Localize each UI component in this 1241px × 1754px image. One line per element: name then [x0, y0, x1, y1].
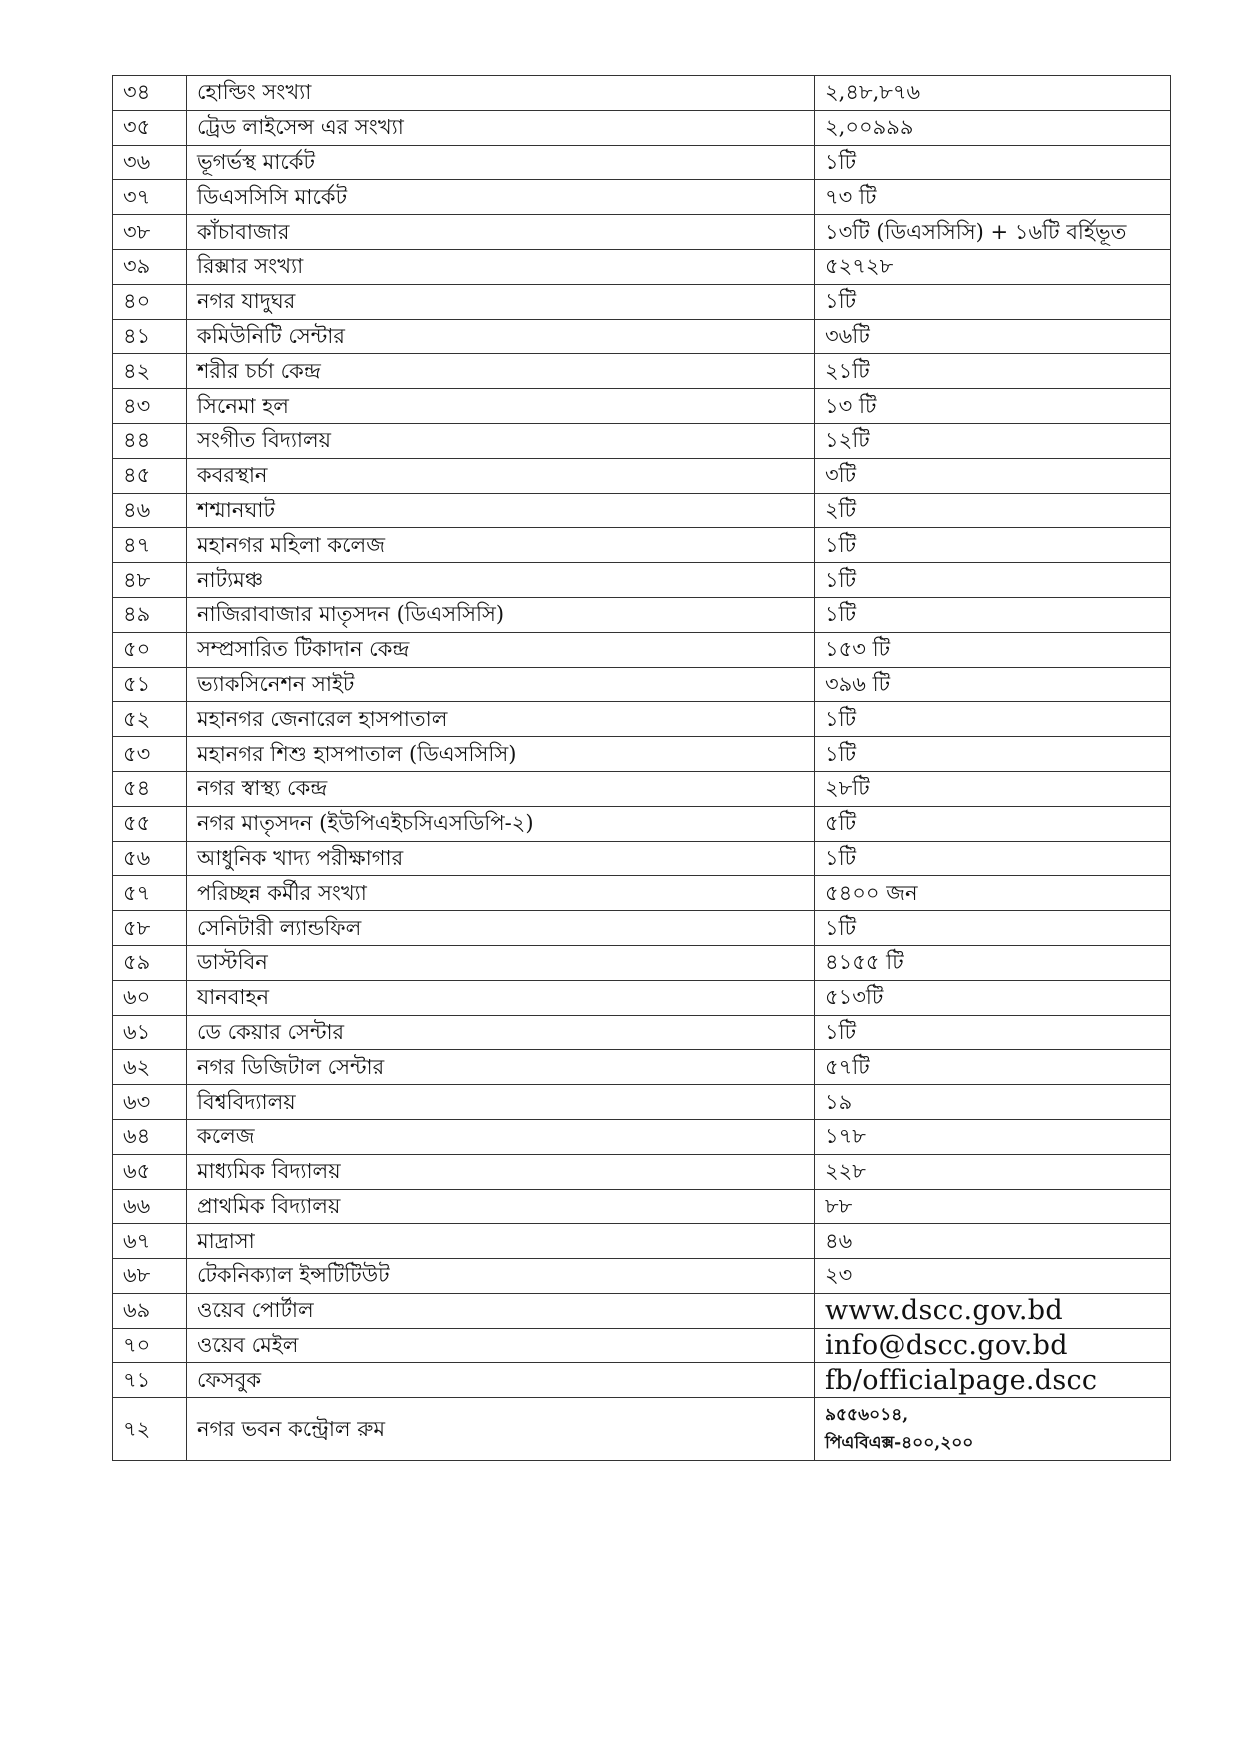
table-row [113, 493, 1171, 528]
table-row [113, 563, 1171, 598]
row-value: ১টি [815, 145, 1171, 180]
row-value: ১৩ টি [815, 389, 1171, 424]
row-value: ১টি [815, 1015, 1171, 1050]
row-label: কমিউনিটি সেন্টার [187, 319, 815, 354]
row-label: কাঁচাবাজার [187, 215, 815, 250]
row-label: ওয়েব মেইল [187, 1328, 815, 1363]
row-number: ৬৮ [113, 1259, 187, 1294]
row-value: fb/officialpage.dscc [815, 1363, 1171, 1398]
table-row [113, 110, 1171, 145]
table-row [113, 1398, 1171, 1461]
row-label: বিশ্ববিদ্যালয় [187, 1085, 815, 1120]
table-row [113, 76, 1171, 111]
table-row [113, 737, 1171, 772]
row-label: কবরস্থান [187, 458, 815, 493]
row-value: ২,০০৯৯৯ [815, 110, 1171, 145]
table-row [113, 1119, 1171, 1154]
row-label: ডিএসসিসি মার্কেট [187, 180, 815, 215]
row-value: ৭৩ টি [815, 180, 1171, 215]
row-value: ১টি [815, 841, 1171, 876]
table-row [113, 597, 1171, 632]
row-number: ৪৬ [113, 493, 187, 528]
row-value: ৩৯৬ টি [815, 667, 1171, 702]
row-number: ৫৪ [113, 771, 187, 806]
table-row [113, 249, 1171, 284]
row-label: ট্রেড লাইসেন্স এর সংখ্যা [187, 110, 815, 145]
row-label: ওয়েব পোর্টাল [187, 1293, 815, 1328]
row-number: ৩৮ [113, 215, 187, 250]
table-row [113, 145, 1171, 180]
row-label: নাজিরাবাজার মাতৃসদন (ডিএসসিসি) [187, 597, 815, 632]
row-value: ৪৬ [815, 1224, 1171, 1259]
row-value: ৫১৩টি [815, 980, 1171, 1015]
row-number: ৭২ [113, 1398, 187, 1461]
row-value: ১টি [815, 597, 1171, 632]
table-row [113, 319, 1171, 354]
table-row [113, 945, 1171, 980]
row-number: ৬০ [113, 980, 187, 1015]
row-number: ৪৫ [113, 458, 187, 493]
table-row [113, 667, 1171, 702]
row-number: ৬১ [113, 1015, 187, 1050]
row-number: ৭০ [113, 1328, 187, 1363]
table-row [113, 284, 1171, 319]
row-value: ২টি [815, 493, 1171, 528]
row-value: ১টি [815, 911, 1171, 946]
row-label: নগর ডিজিটাল সেন্টার [187, 1050, 815, 1085]
row-number: ৩৪ [113, 76, 187, 111]
row-value: ৮৮ [815, 1189, 1171, 1224]
row-label: নগর যাদুঘর [187, 284, 815, 319]
row-number: ৩৭ [113, 180, 187, 215]
table-row [113, 841, 1171, 876]
table-row [113, 1224, 1171, 1259]
row-label: মাদ্রাসা [187, 1224, 815, 1259]
row-label: সংগীত বিদ্যালয় [187, 423, 815, 458]
row-value: info@dscc.gov.bd [815, 1328, 1171, 1363]
row-value: ৪১৫৫ টি [815, 945, 1171, 980]
row-label: ডাস্টবিন [187, 945, 815, 980]
row-number: ৬৩ [113, 1085, 187, 1120]
table-row [113, 771, 1171, 806]
row-label: নগর স্বাস্থ্য কেন্দ্র [187, 771, 815, 806]
table-row [113, 980, 1171, 1015]
row-label: মহানগর শিশু হাসপাতাল (ডিএসসিসি) [187, 737, 815, 772]
table-row [113, 1015, 1171, 1050]
row-label: শশ্মানঘাট [187, 493, 815, 528]
row-number: ৬৪ [113, 1119, 187, 1154]
row-value: ৫৪০০ জন [815, 876, 1171, 911]
table-row [113, 528, 1171, 563]
row-number: ৬২ [113, 1050, 187, 1085]
row-label: প্রাথমিক বিদ্যালয় [187, 1189, 815, 1224]
statistics-table [112, 75, 1171, 1461]
table-row [113, 911, 1171, 946]
table-row [113, 1328, 1171, 1363]
row-label: হোল্ডিং সংখ্যা [187, 76, 815, 111]
row-number: ৬৯ [113, 1293, 187, 1328]
row-value: ২৮টি [815, 771, 1171, 806]
table-row [113, 1259, 1171, 1294]
table-row [113, 389, 1171, 424]
row-number: ৪৯ [113, 597, 187, 632]
row-value: ২,৪৮,৮৭৬ [815, 76, 1171, 111]
row-label: ভ্যাকসিনেশন সাইট [187, 667, 815, 702]
row-value: ১৩টি (ডিএসসিসি) + ১৬টি বর্হিভূত [815, 215, 1171, 250]
row-label: নগর মাতৃসদন (ইউপিএইচসিএসডিপি-২) [187, 806, 815, 841]
row-number: ৫২ [113, 702, 187, 737]
row-value: ১টি [815, 702, 1171, 737]
row-number: ৬৫ [113, 1154, 187, 1189]
row-number: ৫০ [113, 632, 187, 667]
row-number: ৬৬ [113, 1189, 187, 1224]
row-label: যানবাহন [187, 980, 815, 1015]
table-row [113, 1050, 1171, 1085]
table-row [113, 215, 1171, 250]
table-row [113, 1293, 1171, 1328]
row-label: ভূগর্ভস্থ মার্কেট [187, 145, 815, 180]
row-value-line: পিএবিএক্স-৪০০,২০০ [825, 1433, 974, 1454]
row-number: ৭১ [113, 1363, 187, 1398]
row-label: রিক্সার সংখ্যা [187, 249, 815, 284]
table-row [113, 1154, 1171, 1189]
row-label: টেকনিক্যাল ইন্সটিটিউট [187, 1259, 815, 1294]
row-number: ৫৯ [113, 945, 187, 980]
table-row [113, 458, 1171, 493]
row-value [815, 1398, 1171, 1461]
table-row [113, 806, 1171, 841]
row-value: ৫৭টি [815, 1050, 1171, 1085]
table-row [113, 1363, 1171, 1398]
table-row [113, 1189, 1171, 1224]
row-value: ২১টি [815, 354, 1171, 389]
row-label: সেনিটারী ল্যান্ডফিল [187, 911, 815, 946]
row-number: ৪৩ [113, 389, 187, 424]
row-label: নাট্যমঞ্চ [187, 563, 815, 598]
row-label: আধুনিক খাদ্য পরীক্ষাগার [187, 841, 815, 876]
row-value: ১টি [815, 737, 1171, 772]
row-number: ৫৮ [113, 911, 187, 946]
row-number: ৪৮ [113, 563, 187, 598]
row-label: মহানগর জেনারেল হাসপাতাল [187, 702, 815, 737]
row-value: ১টি [815, 284, 1171, 319]
statistics-table-body [113, 76, 1171, 1461]
row-label: সিনেমা হল [187, 389, 815, 424]
row-number: ৬৭ [113, 1224, 187, 1259]
row-value: ২৩ [815, 1259, 1171, 1294]
table-row [113, 354, 1171, 389]
row-label: শরীর চর্চা কেন্দ্র [187, 354, 815, 389]
row-label: মাধ্যমিক বিদ্যালয় [187, 1154, 815, 1189]
row-value: ১টি [815, 528, 1171, 563]
row-label: পরিচ্ছন্ন কর্মীর সংখ্যা [187, 876, 815, 911]
row-value: ৩৬টি [815, 319, 1171, 354]
table-row [113, 1085, 1171, 1120]
table-row [113, 876, 1171, 911]
row-number: ৫৭ [113, 876, 187, 911]
row-value: ১৯ [815, 1085, 1171, 1120]
row-number: ৫৫ [113, 806, 187, 841]
row-label: মহানগর মহিলা কলেজ [187, 528, 815, 563]
row-number: ৫৬ [113, 841, 187, 876]
row-number: ৪৭ [113, 528, 187, 563]
row-number: ৪২ [113, 354, 187, 389]
row-label: ফেসবুক [187, 1363, 815, 1398]
row-number: ৪১ [113, 319, 187, 354]
row-label: নগর ভবন কন্ট্রোল রুম [187, 1398, 815, 1461]
row-number: ৫১ [113, 667, 187, 702]
row-value: ৫২৭২৮ [815, 249, 1171, 284]
row-number: ৩৬ [113, 145, 187, 180]
row-label: কলেজ [187, 1119, 815, 1154]
row-value: ১টি [815, 563, 1171, 598]
row-number: ৩৯ [113, 249, 187, 284]
table-row [113, 632, 1171, 667]
table-row [113, 180, 1171, 215]
row-number: ৩৫ [113, 110, 187, 145]
row-value-line: ৯৫৫৬০১৪, [825, 1405, 909, 1426]
row-value: ১৭৮ [815, 1119, 1171, 1154]
row-value: ১২টি [815, 423, 1171, 458]
row-label: সম্প্রসারিত টিকাদান কেন্দ্র [187, 632, 815, 667]
row-number: ৪০ [113, 284, 187, 319]
row-value: ১৫৩ টি [815, 632, 1171, 667]
row-value: ৩টি [815, 458, 1171, 493]
row-value: www.dscc.gov.bd [815, 1293, 1171, 1328]
row-value: ২২৮ [815, 1154, 1171, 1189]
table-row [113, 702, 1171, 737]
row-label: ডে কেয়ার সেন্টার [187, 1015, 815, 1050]
row-value: ৫টি [815, 806, 1171, 841]
row-number: ৪৪ [113, 423, 187, 458]
row-number: ৫৩ [113, 737, 187, 772]
table-row [113, 423, 1171, 458]
